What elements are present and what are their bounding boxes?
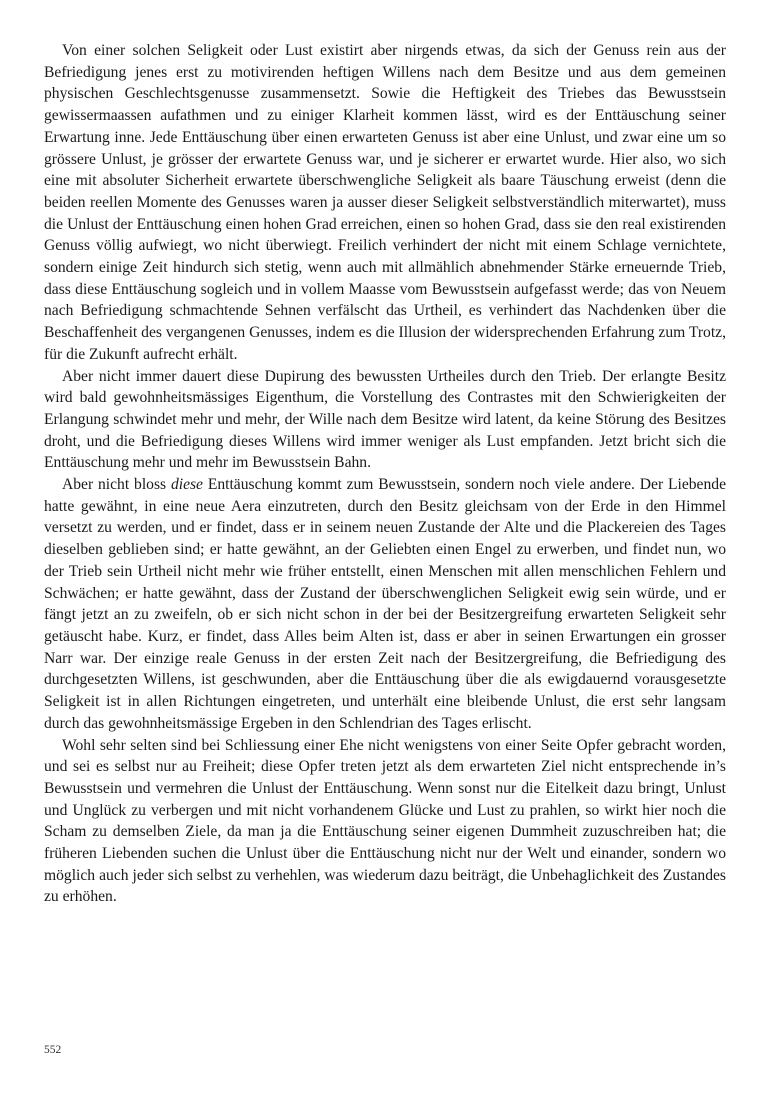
- paragraph-4: [44, 735, 726, 909]
- paragraph-3-emphasis: diese: [170, 476, 203, 494]
- paragraph-2-text: Aber nicht immer dauert diese Dupirung des bewussten Urtheiles durch den Trieb. Der erlangte Besitz wird bald gewohnheitsmässiges Eigenthum, die Vorstellung des Contrastes mit den Schwierigkeiten der Erlangung schwindet mehr und mehr, der Wille nach dem Besitze wird latent, da keine Störung des Besitzes droht, und die Befriedigung dieses Willens wird immer weniger als Lust empfanden. Jetzt bricht sich die Enttäuschung mehr und mehr im Bewusstsein Bahn.: [44, 367, 726, 472]
- paragraph-3-text-start: Aber nicht bloss: [62, 476, 171, 494]
- paragraph-1: [44, 40, 726, 366]
- page-number: 552: [44, 1044, 62, 1056]
- paragraph-4-text: Wohl sehr selten sind bei Schliessung einer Ehe nicht wenigstens von einer Seite Opfer gebracht worden, und sei es selbst nur au Freiheit; diese Opfer treten jetzt als dem erwarteten Ziel nicht entsprechende in’s Bewusstsein und vermehren die Unlust der Enttäuschung. Wenn sonst nur die Eitelkeit dazu bringt, Unlust und Unglück zu verbergen und mit nicht vorhandenem Glücke und Lust zu prahlen, so wirkt hier noch die Scham zu demselben Ziele, da man ja die Enttäuschung seiner eigenen Dummheit zuzuschreiben hat; die früheren Liebenden suchen die Unlust über die Enttäuschung nicht nur der Welt und einander, sondern wo möglich auch jeder sich selbst zu verhehlen, was wiederum dazu beiträgt, die Unbehaglichkeit des Zustandes zu erhöhen.: [44, 736, 726, 906]
- paragraph-1-text: Von einer solchen Seligkeit oder Lust existirt aber nirgends etwas, da sich der Genuss rein aus der Befriedigung jenes erst zu motivirenden heftigen Willens nach dem Besitze und aus dem gemeinen physischen Geschlechtsgenusse zusammensetzt. Sowie die Heftigkeit des Triebes das Bewusstsein gewissermaassen aufathmen und zu einiger Klarheit kommen lässt, wird es der Enttäuschung seiner Erwartung inne. Jede Enttäuschung über einen erwarteten Genuss ist aber eine Unlust, und zwar eine um so grössere Unlust, je grösser der erwartete Genuss war, und je sicherer er erwartet wurde. Hier also, wo sich eine mit absoluter Sicherheit erwartete überschwengliche Seligkeit als baare Täuschung erweist (denn die beiden reellen Momente des Genusses waren ja ausser dieser Seligkeit selbstverständlich miterwartet), muss die Unlust der Enttäuschung einen hohen Grad erreichen, einen so hohen Grad, dass sie den real existirenden Genuss völlig aufwiegt, wo nicht überwiegt. Freilich verhindert der nicht mit einem Schlage vernichtete, sondern einige Zeit hindurch sich stetig, wenn auch mit allmählich abnehmender Stärke erneuernde Trieb, dass diese Enttäuschung sogleich und in vollem Maasse vom Bewusstsein aufgefasst werde; das von Neuem nach Befriedigung schmachtende Sehnen verfälscht das Urtheil, es verhindert das Nachdenken über die Beschaffenheit des vergangenen Genusses, indem es die Illusion der widersprechenden Erfahrung zum Trotz, für die Zukunft aufrecht erhält.: [44, 42, 726, 363]
- page-body: [44, 40, 726, 908]
- paragraph-2: [44, 366, 726, 475]
- paragraph-3-text-end: Enttäuschung kommt zum Bewusstsein, sondern noch viele andere. Der Liebende hatte gewähnt, in eine neue Aera einzutreten, durch den Besitz gleichsam von der Erde in den Himmel versetzt zu werden, und er findet, dass er in seinem neuen Zustande der Alte und die Plackereien des Tages dieselben geblieben sind; er hatte gewähnt, an der Geliebten einen Engel zu erwerben, und findet nun, wo der Trieb sein Urtheil nicht mehr wie früher entstellt, einen Menschen mit allen menschlichen Fehlern und Schwächen; er hatte gewähnt, dass der Zustand der überschwenglichen Seligkeit ewig sein würde, und er fängt jetzt an zu zweifeln, ob er sich nicht schon in der bei der Besitzergreifung erwarteten Seligkeit sehr getäuscht habe. Kurz, er findet, dass Alles beim Alten ist, dass er aber in seinen Erwartungen ein grosser Narr war. Der einzige reale Genuss in der ersten Zeit nach der Besitzergreifung, die Befriedigung des durchgesetzten Willens, ist geschwunden, aber die Enttäuschung über die als ewigdauernd vorausgesetzte Seligkeit ist in allen Richtungen eingetreten, und unterhält eine bleibende Unlust, die erst sehr langsam durch das gewohnheitsmässige Ergeben in den Schlendrian des Tages erlischt.: [44, 476, 726, 732]
- paragraph-3: [44, 474, 726, 734]
